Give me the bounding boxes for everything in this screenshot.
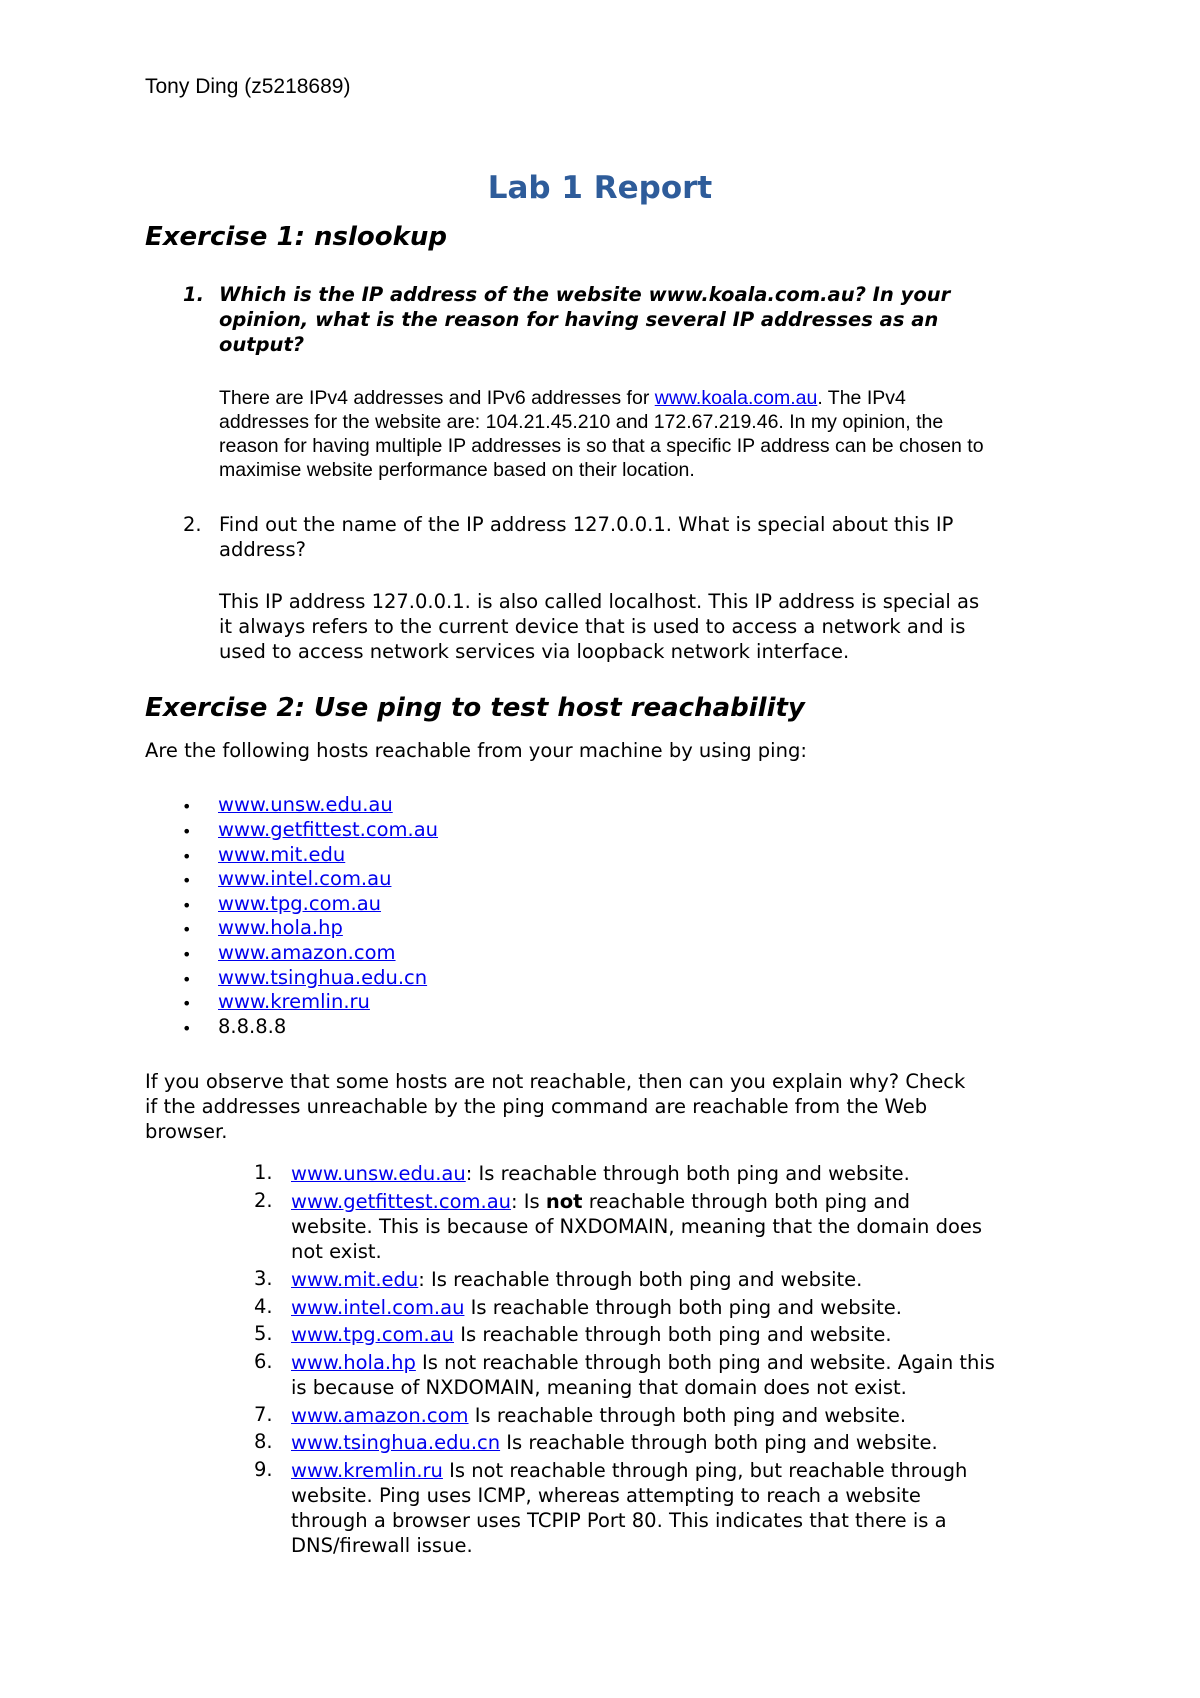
answer-number: 9. xyxy=(254,1458,273,1481)
q1-number: 1. xyxy=(183,283,204,306)
host-link-tsinghua[interactable]: www.tsinghua.edu.cn xyxy=(218,966,428,989)
answer-9-cont-1: website. Ping uses ICMP, whereas attempting to reach a website xyxy=(291,1484,921,1507)
q2-number: 2. xyxy=(183,513,202,536)
bullet-icon: • xyxy=(182,920,192,939)
q1-answer-post: . The IPv4 xyxy=(817,387,906,409)
page-title: Lab 1 Report xyxy=(487,170,713,206)
q1-answer-line-3: reason for having multiple IP addresses is so that a specific IP address can be chosen to xyxy=(219,435,984,457)
host-link-amazon[interactable]: www.amazon.com xyxy=(218,941,396,964)
answer-number: 1. xyxy=(254,1161,273,1184)
answer-number: 3. xyxy=(254,1267,273,1290)
exercise2-question-line-1: If you observe that some hosts are not reachable, then can you explain why? Check xyxy=(145,1070,966,1093)
bullet-icon: • xyxy=(182,945,192,964)
q1-answer-line-2: addresses for the website are: 104.21.45.210 and 172.67.219.46. In my opinion, the xyxy=(219,411,944,433)
answer-8 xyxy=(291,1430,938,1455)
answer-6-cont-1: is because of NXDOMAIN, meaning that domain does not exist. xyxy=(291,1376,907,1399)
answer-7-text: Is reachable through both ping and website. xyxy=(468,1404,907,1427)
answer-number: 2. xyxy=(254,1189,273,1212)
bullet-icon: • xyxy=(182,896,192,915)
answer-4 xyxy=(291,1295,902,1320)
answer-9-cont-2: through a browser uses TCPIP Port 80. This indicates that there is a xyxy=(291,1509,947,1532)
answer-8-link[interactable]: www.tsinghua.edu.cn xyxy=(291,1431,501,1454)
answer-3-text: : Is reachable through both ping and website. xyxy=(418,1268,863,1291)
exercise2-heading: Exercise 2: Use ping to test host reachability xyxy=(145,693,805,723)
answer-2-bold: not xyxy=(545,1190,583,1213)
answer-5-text: Is reachable through both ping and website. xyxy=(454,1323,892,1346)
bullet-icon: • xyxy=(182,871,192,890)
q2-answer-line-3: used to access network services via loopback network interface. xyxy=(219,640,850,663)
answer-3-link[interactable]: www.mit.edu xyxy=(291,1268,419,1291)
answer-4-link[interactable]: www.intel.com.au xyxy=(291,1296,465,1319)
bullet-icon: • xyxy=(182,847,192,866)
answer-number: 4. xyxy=(254,1295,273,1318)
answer-2-text-b: reachable through both ping and xyxy=(582,1190,911,1213)
answer-2-link[interactable]: www.getfittest.com.au xyxy=(291,1190,512,1213)
answer-6-link[interactable]: www.hola.hp xyxy=(291,1351,416,1374)
host-ip-8888: 8.8.8.8 xyxy=(218,1015,287,1038)
author-header: Tony Ding (z5218689) xyxy=(145,75,351,98)
exercise2-intro: Are the following hosts reachable from your machine by using ping: xyxy=(145,739,807,762)
q1-answer-line-4: maximise website performance based on their location. xyxy=(219,459,695,481)
answer-number: 7. xyxy=(254,1403,273,1426)
q2-answer-line-2: it always refers to the current device that is used to access a network and is xyxy=(219,615,966,638)
host-link-intel[interactable]: www.intel.com.au xyxy=(218,867,392,890)
q2-answer-line-1: This IP address 127.0.0.1. is also called localhost. This IP address is special as xyxy=(219,590,980,613)
answer-9 xyxy=(291,1458,967,1483)
q2-line-2: address? xyxy=(219,538,306,561)
answer-2-cont-1: website. This is because of NXDOMAIN, meaning that the domain does xyxy=(291,1215,983,1238)
q1-line-3: output? xyxy=(219,333,305,356)
answer-8-text: Is reachable through both ping and website. xyxy=(500,1431,938,1454)
host-link-tpg[interactable]: www.tpg.com.au xyxy=(218,892,382,915)
exercise1-heading: Exercise 1: nslookup xyxy=(145,222,448,252)
q1-answer-pre: There are IPv4 addresses and IPv6 addresses for xyxy=(219,387,655,409)
answer-9-text: Is not reachable through ping, but reachable through xyxy=(442,1459,968,1482)
answer-7-link[interactable]: www.amazon.com xyxy=(291,1404,469,1427)
bullet-icon: • xyxy=(182,822,192,841)
q1-answer-line-1 xyxy=(219,386,906,410)
bullet-icon: • xyxy=(182,970,192,989)
host-link-getfittest[interactable]: www.getfittest.com.au xyxy=(218,818,439,841)
answer-6 xyxy=(291,1350,995,1375)
bullet-icon: • xyxy=(182,797,192,816)
answer-number: 5. xyxy=(254,1322,273,1345)
answer-6-text: Is not reachable through both ping and website. Again this xyxy=(415,1351,995,1374)
bullet-icon: • xyxy=(182,994,192,1013)
answer-2-cont-2: not exist. xyxy=(291,1240,382,1263)
answer-number: 6. xyxy=(254,1350,273,1373)
q1-line-1: Which is the IP address of the website www.koala.com.au? In your xyxy=(219,283,951,306)
exercise2-question-line-3: browser. xyxy=(145,1120,228,1143)
koala-link[interactable]: www.koala.com.au xyxy=(654,387,818,409)
answer-1 xyxy=(291,1161,910,1186)
answer-3 xyxy=(291,1267,862,1292)
answer-9-link[interactable]: www.kremlin.ru xyxy=(291,1459,443,1482)
answer-5 xyxy=(291,1322,892,1347)
answer-5-link[interactable]: www.tpg.com.au xyxy=(291,1323,455,1346)
host-link-mit[interactable]: www.mit.edu xyxy=(218,843,346,866)
host-link-kremlin[interactable]: www.kremlin.ru xyxy=(218,990,370,1013)
exercise2-question-line-2: if the addresses unreachable by the ping command are reachable from the Web xyxy=(145,1095,928,1118)
answer-2 xyxy=(291,1189,910,1214)
answer-number: 8. xyxy=(254,1430,273,1453)
bullet-icon: • xyxy=(182,1019,192,1038)
q1-line-2: opinion, what is the reason for having several IP addresses as an xyxy=(219,308,939,331)
answer-7 xyxy=(291,1403,906,1428)
host-link-unsw[interactable]: www.unsw.edu.au xyxy=(218,793,393,816)
answer-1-text: : Is reachable through both ping and website. xyxy=(465,1162,910,1185)
answer-9-cont-3: DNS/firewall issue. xyxy=(291,1534,473,1557)
answer-1-link[interactable]: www.unsw.edu.au xyxy=(291,1162,466,1185)
answer-4-text: Is reachable through both ping and website. xyxy=(464,1296,903,1319)
q2-line-1: Find out the name of the IP address 127.0.0.1. What is special about this IP xyxy=(219,513,954,536)
host-link-hola[interactable]: www.hola.hp xyxy=(218,916,343,939)
answer-2-text-a: : Is xyxy=(511,1190,546,1213)
